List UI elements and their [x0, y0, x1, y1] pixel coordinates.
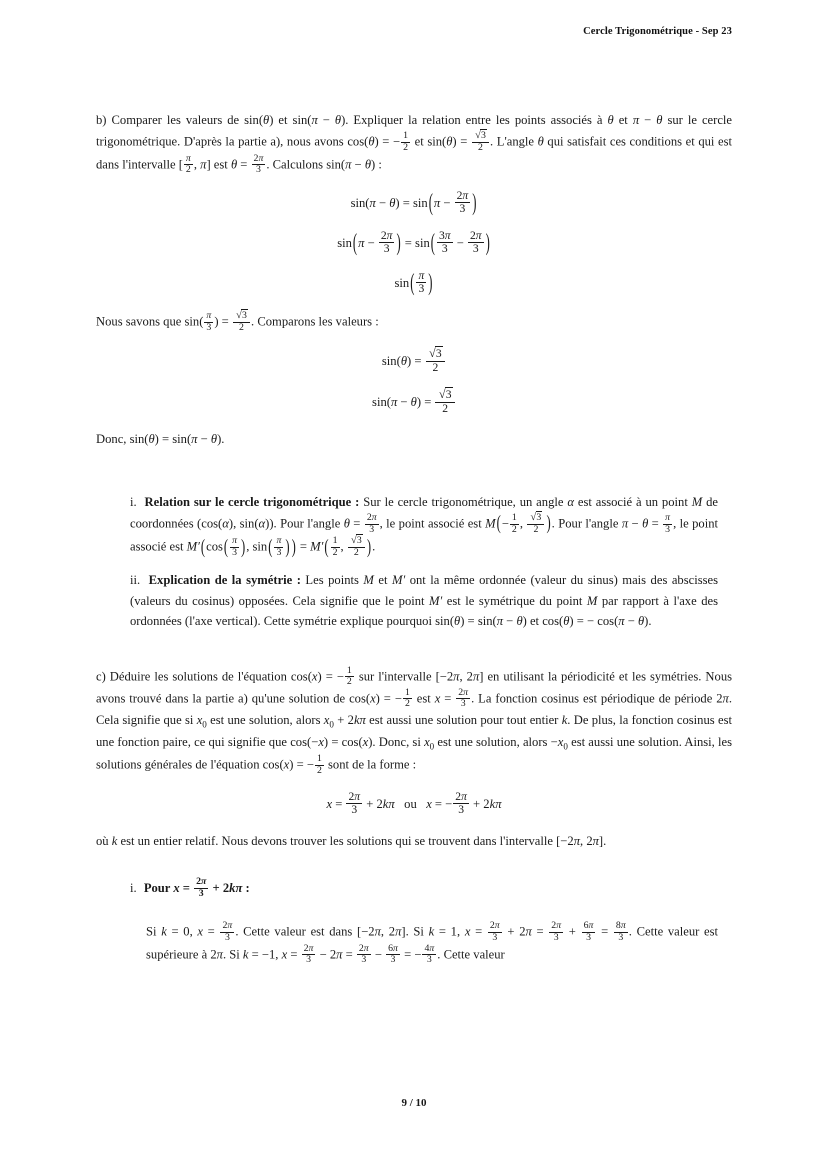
list-b-items — [124, 492, 718, 632]
equation-sin-pi-minus-theta-2: sin(π − $\frac{2\pi}{3}$ ) = sin( $\frac{3\pi}{3}$ − $\frac{2\pi}{3}$ ) — [337, 228, 490, 256]
list-item-title: Relation sur le cercle trigonométrique : — [144, 494, 360, 509]
spacer — [96, 644, 732, 666]
paragraph-compare-values: Nous savons que sin( $\frac{\pi}{3}$ ) = $\frac{√3}{2}$ . Comparons les valeurs : — [96, 309, 379, 333]
list-item-marker: i. — [130, 880, 137, 895]
page-header: Cercle Trigonométrique - Sep 23 — [583, 26, 732, 37]
equation-general-solutions: x = $\frac{2\pi}{3}$ + 2kπ ou x = − $\frac{2\pi}{3}$ + 2kπ — [326, 789, 502, 817]
paragraph-b-intro: b) Comparer les valeurs de sin(θ) et sin(π − θ). Expliquer la relation entre les points associés à θ et π − θ sur le cercle trigonométrique. D'après la partie a), nous avons cos(θ) = − $\frac{1}{2}$ et sin(θ) = $\frac{√3}{2}$ . L'angle θ qui satisfait ces conditions et qui est dans l'intervalle [ $\frac{\pi}{2}$ , π] est θ = $\frac{2\pi}{3}$ . Calculons sin(π − θ) : — [96, 113, 733, 176]
list-item-title: Explication de la symétrie : — [148, 573, 301, 588]
page-content — [96, 110, 732, 978]
equation-sin-pi-minus-theta-value: sin(π − θ) = $\frac{√3}{2}$ — [96, 388, 732, 415]
list-item — [124, 877, 718, 899]
list-item: ii. Explication de la symétrie : Les points M et M′ ont la même ordonnée (valeur du sinus) mais des abscisses (valeurs du cosinus) opposées. Cela signifie que le point M′ est le symétrique du point M par rapport à l'axe des ordonnées (l'axe vertical). Cette symétrie explique pourquoi sin(θ) = sin(π − θ) et cos(θ) = − cos(π − θ). — [130, 573, 719, 629]
spacer — [96, 855, 732, 877]
list-item: i. Relation sur le cercle trigonométrique : Sur le cercle trigonométrique, un angle α est associé à un point M de coordonnées (cos(α), sin(α)). Pour l'angle θ = $\frac{2\pi}{3}$ , le point associé est M(− $\frac{1}{2}$ , $\frac{√3}{2}$ ). Pour l'angle π − θ = $\frac{\pi}{3}$ , le point associé est M′(cos( $\frac{\pi}{3}$ ), sin( $\frac{\pi}{3}$ ) ) = M′( $\frac{1}{2}$ , $\frac{√3}{2}$ ). — [130, 494, 718, 558]
paragraph-k-integer: où k est un entier relatif. Nous devons trouver les solutions qui se trouvent dans l'intervalle [−2π, 2π]. — [96, 833, 607, 848]
equation-sin-pi-over-3: sin( $\frac{\pi}{3}$ ) — [394, 268, 433, 296]
page-footer: 9 / 10 — [401, 1097, 427, 1109]
paragraph-c-intro: c) Déduire les solutions de l'équation cos(x) = − $\frac{1}{2}$ sur l'intervalle [−2π, 2π] en utilisant la périodicité et les symétries. Nous avons trouvé dans la partie a) qu'une solution de cos(x) = − $\frac{1}{2}$ est x = $\frac{2\pi}{3}$ . La fonction cosinus est périodique de période 2π. Cela signifie que si $x_0$ est une solution, alors $x_0 + 2k\pi$ est aussi une solution pour tout entier k. De plus, la fonction cosinus est une fonction paire, ce qui signifie que cos(−x) = cos(x). Donc, si $x_0$ est une solution, alors $-x_0$ est aussi une solution. Ainsi, les solutions générales de l'équation cos(x) = − $\frac{1}{2}$ sont de la forme : — [96, 664, 733, 777]
spacer — [96, 454, 732, 492]
list-item-detail: Si k = 0, x = $\frac{2\pi}{3}$ . Cette valeur est dans [−2π, 2π]. Si k = 1, x = $\frac{2\pi}{3}$ + 2π = $\frac{2\pi}{3}$ + $\frac{6\pi}{3}$ = $\frac{8\pi}{3}$ . Cette valeur est supérieure à 2π. Si k = −1, x = $\frac{2\pi}{3}$ − 2π = $\frac{2\pi}{3}$ − $\frac{6\pi}{3}$ = − $\frac{4\pi}{3}$ . Cette valeur — [146, 920, 718, 966]
list-item-marker: ii. — [130, 573, 141, 588]
equation-sin-theta-value: sin(θ) = $\frac{√3}{2}$ — [96, 347, 732, 374]
spacer — [124, 911, 718, 921]
equation-sin-pi-minus-theta-1: sin(π − θ) = sin(π − $\frac{2\pi}{3}$ ) — [350, 188, 477, 216]
list-item-title: Pour x = $\frac{2\pi}{3}$ + 2kπ : — [143, 876, 250, 899]
list-c-items — [124, 877, 718, 966]
list-item-marker: i. — [130, 494, 137, 509]
paragraph-conclusion-b: Donc, sin(θ) = sin(π − θ). — [96, 432, 225, 447]
